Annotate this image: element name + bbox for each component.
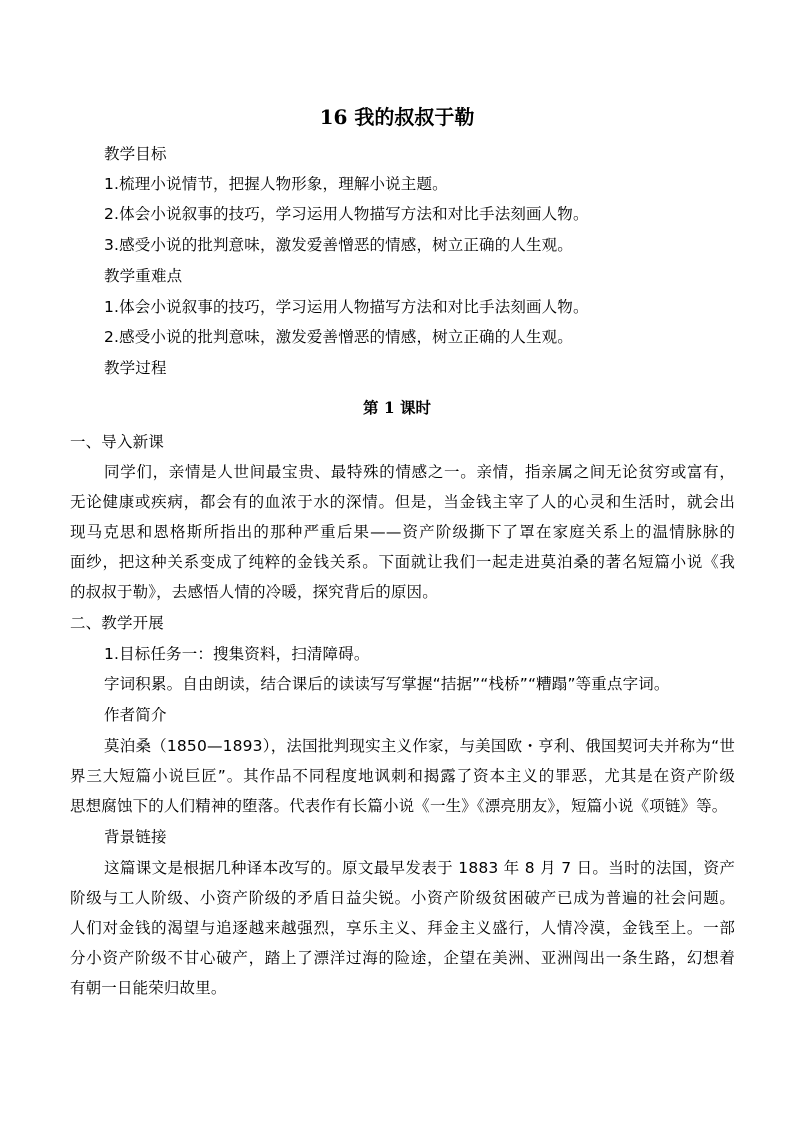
process-heading: 教学过程: [104, 359, 167, 377]
background-heading: 背景链接: [104, 828, 167, 846]
objective-item: 3.感受小说的批判意味，激发爱善憎恶的情感，树立正确的人生观。: [104, 236, 573, 254]
paragraph-line: 的叔叔于勒》，去感悟人情的冷暖，探究背后的原因。: [70, 583, 438, 601]
paragraph-line: 这篇课文是根据几种译本改写的。原文最早发表于 1883 年 8 月 7 日。当时的法国，资产: [104, 859, 735, 877]
paragraph-line: 现马克思和恩格斯所指出的那种严重后果——资产阶级撕下了罩在家庭关系上的温情脉脉的: [70, 523, 735, 541]
document-title: 16 我的叔叔于勒: [319, 105, 475, 129]
paragraph-line: 界三大短篇小说巨匠”。其作品不同程度地讽刺和揭露了资本主义的罪恶，尤其是在资产阶级: [70, 767, 735, 785]
paragraph-line: 面纱，把这种关系变成了纯粹的金钱关系。下面就让我们一起走进莫泊桑的著名短篇小说《我: [70, 553, 735, 571]
task-item: 1.目标任务一：搜集资料，扫清障碍。: [104, 645, 370, 663]
paragraph-line: 同学们，亲情是人世间最宝贵、最特殊的情感之一。亲情，指亲属之间无论贫穷或富有，: [104, 463, 735, 481]
section-heading: 一、导入新课: [70, 433, 164, 451]
author-heading: 作者简介: [104, 706, 167, 724]
vocab-line: 字词积累。自由朗读，结合课后的读读写写掌握“拮据”“栈桥”“糟蹋”等重点字词。: [104, 675, 670, 693]
key-point-item: 1.体会小说叙事的技巧，学习运用人物描写方法和对比手法刻画人物。: [104, 298, 589, 316]
key-points-heading: 教学重难点: [104, 267, 183, 285]
paragraph-line: 分小资产阶级不甘心破产，踏上了漂洋过海的险途，企望在美洲、亚洲闯出一条生路，幻想着: [70, 949, 735, 967]
paragraph-line: 莫泊桑（1850—1893），法国批判现实主义作家，与美国欧・亨利、俄国契诃夫并称为“世: [104, 737, 735, 755]
paragraph-line: 思想腐蚀下的人们精神的堕落。代表作有长篇小说《一生》《漂亮朋友》，短篇小说《项链》等。: [70, 797, 728, 815]
lesson-title: 第 1 课时: [362, 398, 432, 417]
section-heading: 二、教学开展: [70, 614, 164, 632]
key-point-item: 2.感受小说的批判意味，激发爱善憎恶的情感，树立正确的人生观。: [104, 328, 573, 346]
objective-item: 2.体会小说叙事的技巧，学习运用人物描写方法和对比手法刻画人物。: [104, 205, 589, 223]
paragraph-line: 有朝一日能荣归故里。: [70, 979, 227, 997]
paragraph-line: 人们对金钱的渴望与追逐越来越强烈，享乐主义、拜金主义盛行，人情冷漠，金钱至上。一部: [70, 919, 735, 937]
objectives-heading: 教学目标: [104, 145, 167, 163]
paragraph-line: 阶级与工人阶级、小资产阶级的矛盾日益尖锐。小资产阶级贫困破产已成为普遍的社会问题。: [70, 889, 735, 907]
objective-item: 1.梳理小说情节，把握人物形象，理解小说主题。: [104, 175, 448, 193]
paragraph-line: 无论健康或疾病，都会有的血浓于水的深情。但是，当金钱主宰了人的心灵和生活时，就会出: [70, 493, 735, 511]
